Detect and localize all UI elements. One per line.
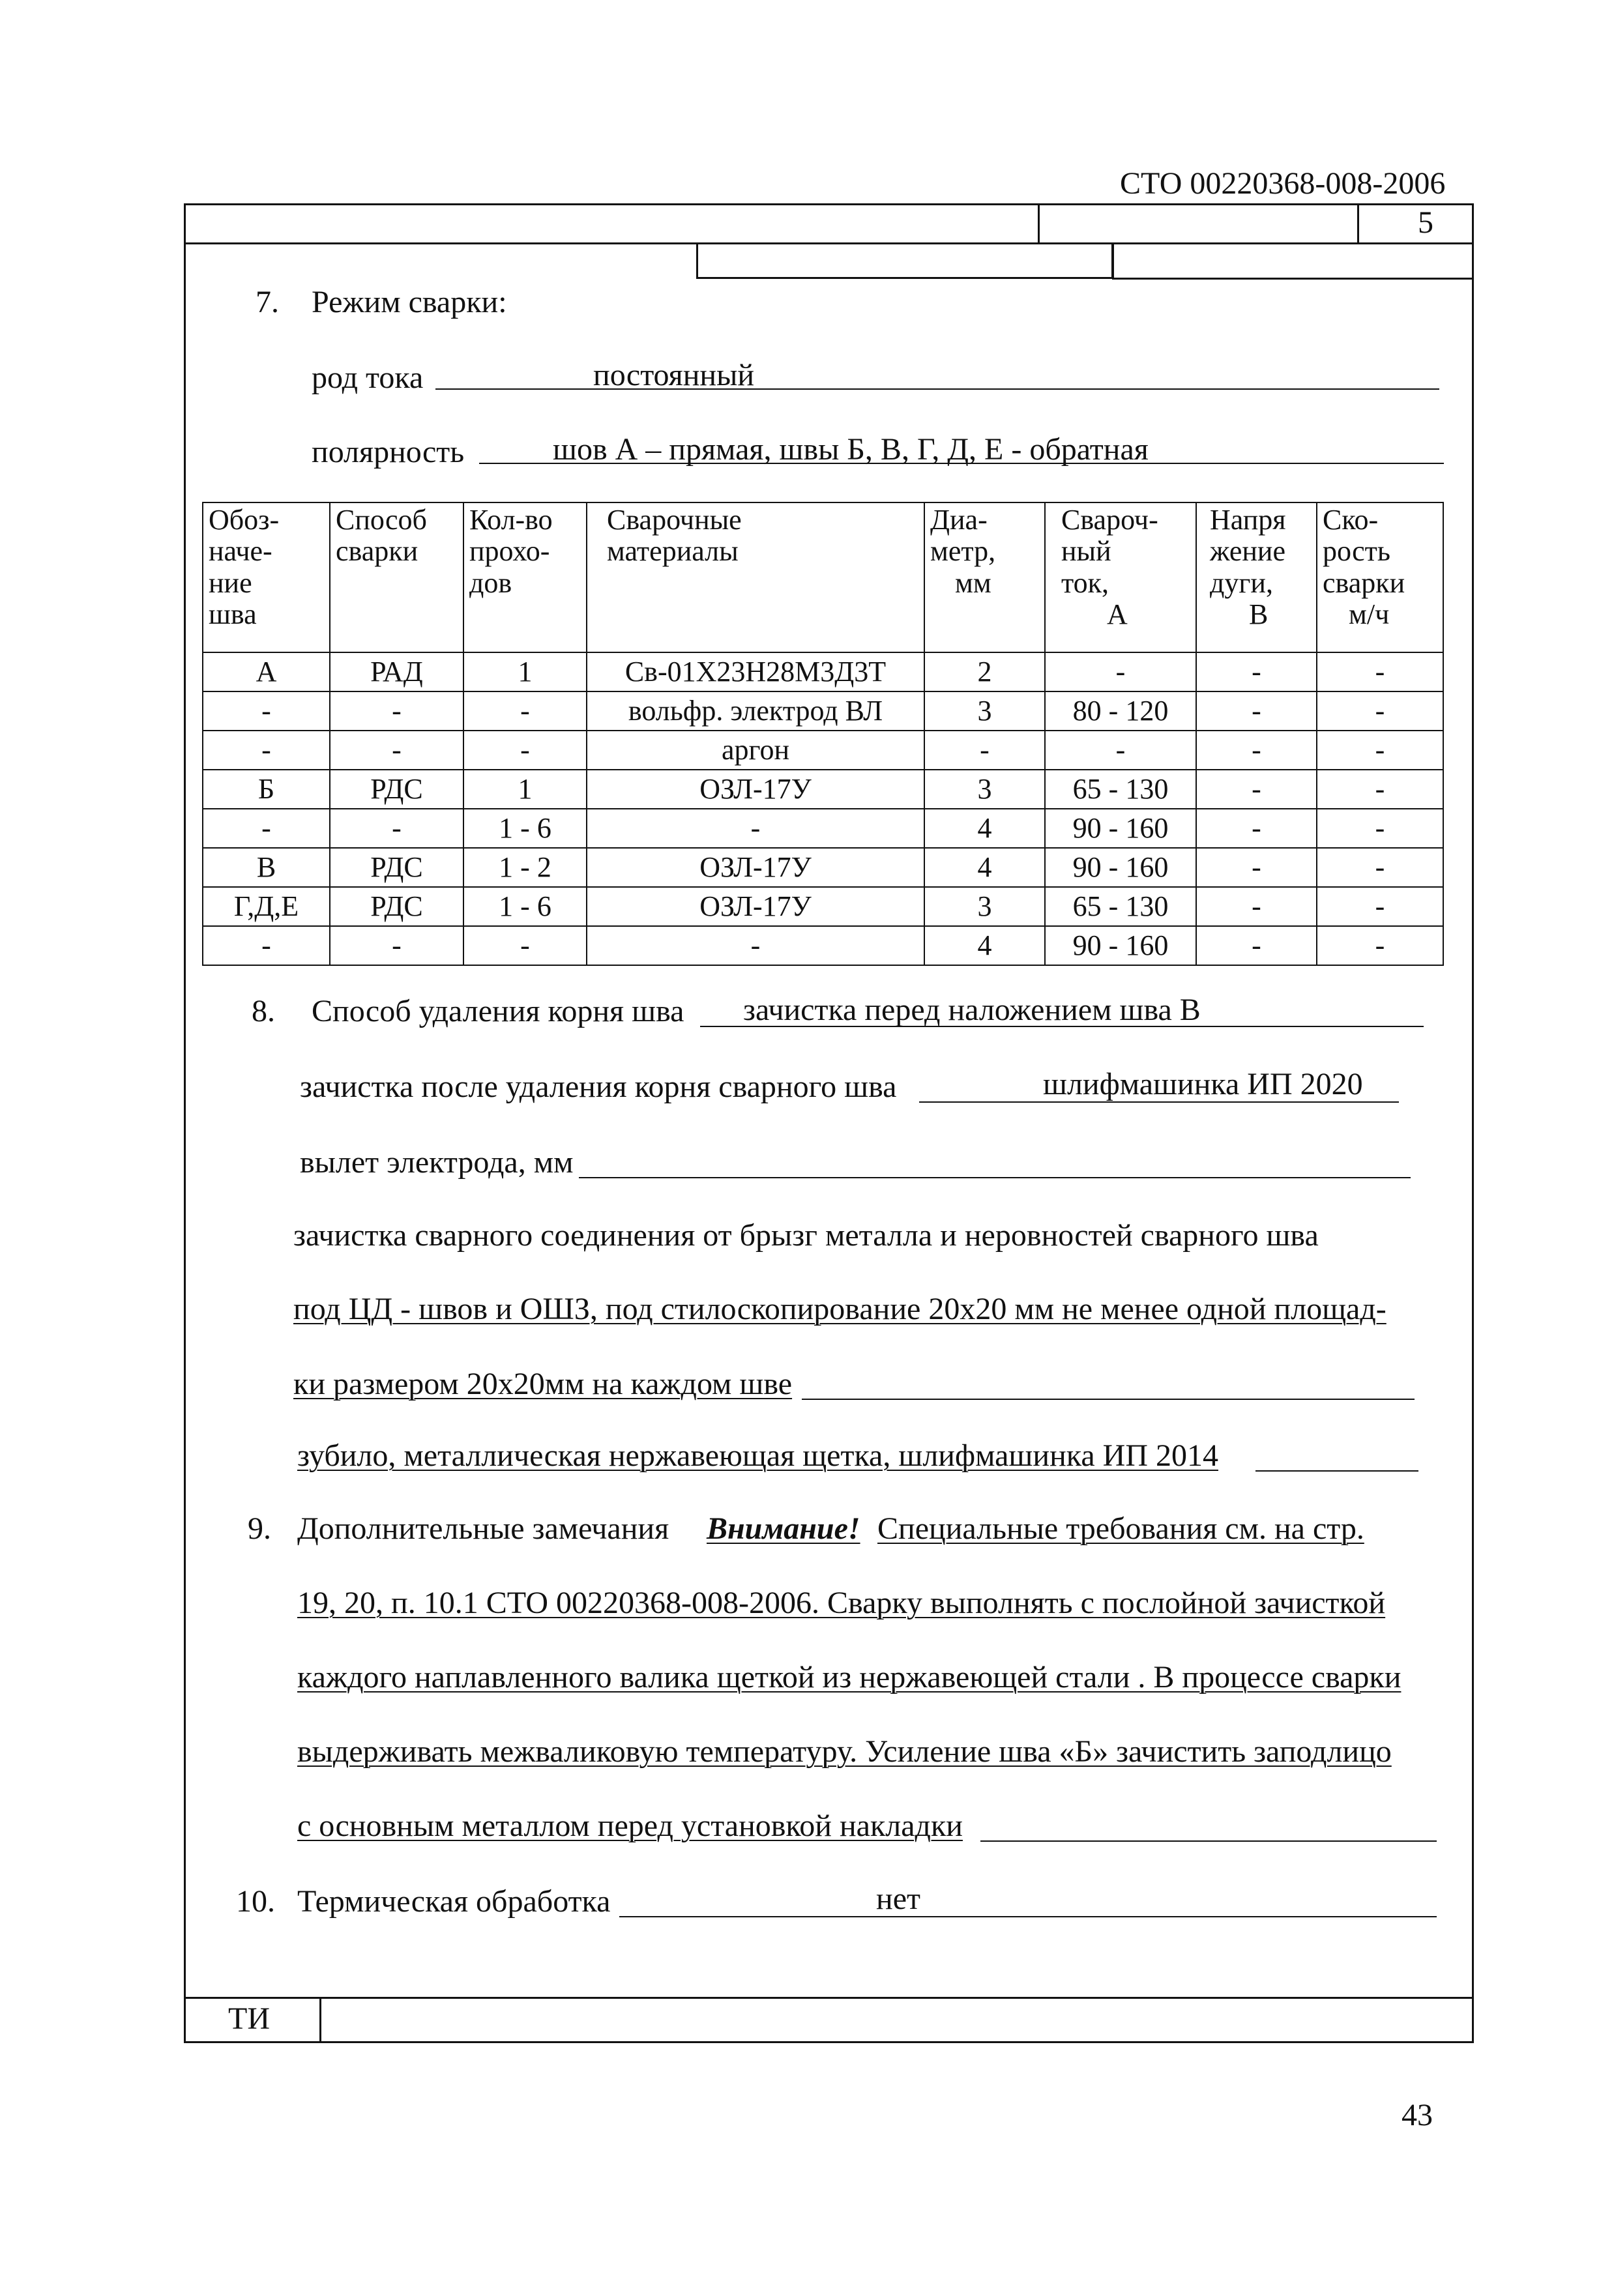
cell-current: 90 - 160 (1045, 848, 1196, 887)
cell-voltage: - (1196, 731, 1317, 770)
header-diameter: Диа- метр, мм (924, 502, 1045, 652)
table-row (203, 652, 1443, 691)
cell-method: РАД (330, 652, 463, 691)
cell-passes: 1 - 6 (463, 809, 587, 848)
remarks-line-3: каждого наплавленного валика щеткой из нержавеющей стали . В процессе сварки (297, 1660, 1401, 1694)
root-removal-label: Способ удаления корня шва (312, 994, 684, 1028)
cell-diameter: 4 (924, 926, 1045, 965)
header-stamp-box (696, 242, 1113, 279)
cell-diameter: - (924, 731, 1045, 770)
spatter-line-2: ки размером 20х20мм на каждом шве (293, 1367, 793, 1401)
cell-current: 65 - 130 (1045, 887, 1196, 926)
cell-voltage: - (1196, 887, 1317, 926)
cell-voltage: - (1196, 926, 1317, 965)
cell-method: РДС (330, 887, 463, 926)
cell-designation: - (203, 809, 330, 848)
current-label: род тока (312, 360, 424, 395)
remarks-label: Дополнительные замечания (297, 1511, 669, 1546)
cell-material: ОЗЛ-17У (587, 887, 924, 926)
cell-method: - (330, 691, 463, 731)
cell-material: - (587, 926, 924, 965)
cell-passes: - (463, 926, 587, 965)
cell-designation: В (203, 848, 330, 887)
table-row (203, 770, 1443, 809)
cell-material: ОЗЛ-17У (587, 770, 924, 809)
remarks-underline (980, 1840, 1437, 1842)
cell-method: РДС (330, 848, 463, 887)
cleaning-value: шлифмашинка ИП 2020 (1043, 1067, 1363, 1101)
spatter-line-1: под ЦД - швов и ОШЗ, под стилоскопирование 20х20 мм не менее одной площад- (293, 1292, 1387, 1326)
cell-passes: - (463, 691, 587, 731)
sheet-number: 5 (1418, 205, 1433, 240)
cell-material: ОЗЛ-17У (587, 848, 924, 887)
cleaning-underline (919, 1101, 1399, 1103)
header-stamp-divider (1112, 242, 1114, 279)
cell-voltage: - (1196, 691, 1317, 731)
cell-voltage: - (1196, 809, 1317, 848)
header-cell-divider (1357, 203, 1359, 242)
polarity-value: шов А – прямая, швы Б, В, Г, Д, Е - обратная (553, 432, 1149, 467)
cell-passes: 1 - 2 (463, 848, 587, 887)
cell-material: - (587, 809, 924, 848)
cell-passes: - (463, 731, 587, 770)
cell-method: - (330, 731, 463, 770)
footer-cell-divider (319, 1997, 321, 2043)
header-passes: Кол-во прохо- дов (463, 502, 587, 652)
cell-current: 80 - 120 (1045, 691, 1196, 731)
header-voltage: Напря жение дуги, В (1196, 502, 1317, 652)
cell-diameter: 3 (924, 887, 1045, 926)
cell-designation: Б (203, 770, 330, 809)
cell-voltage: - (1196, 848, 1317, 887)
table-header-row (203, 502, 1443, 652)
section7-number: 7. (256, 285, 279, 319)
root-removal-value: зачистка перед наложением шва В (743, 993, 1201, 1027)
table-row (203, 926, 1443, 965)
cell-designation: - (203, 926, 330, 965)
welding-table (202, 502, 1444, 966)
cell-diameter: 4 (924, 848, 1045, 887)
header-method: Способ сварки (330, 502, 463, 652)
heat-treatment-value: нет (876, 1882, 920, 1916)
spatter-underline (802, 1399, 1415, 1400)
cell-current: 90 - 160 (1045, 926, 1196, 965)
cell-designation: Г,Д,Е (203, 887, 330, 926)
cleaning-label: зачистка после удаления корня сварного шва (300, 1069, 897, 1104)
tools-line: зубило, металлическая нержавеющая щетка, шлифмашинка ИП 2014 (297, 1438, 1218, 1473)
header-materials: Сварочные материалы (587, 502, 924, 652)
cell-designation: - (203, 731, 330, 770)
cell-diameter: 2 (924, 652, 1045, 691)
header-speed: Ско- рость сварки м/ч (1317, 502, 1443, 652)
cell-diameter: 4 (924, 809, 1045, 848)
cell-speed: - (1317, 926, 1443, 965)
current-value: постоянный (593, 358, 755, 392)
stamp-label: ТИ (228, 2001, 270, 2036)
cell-speed: - (1317, 652, 1443, 691)
header-designation: Обоз- наче- ние шва (203, 502, 330, 652)
tools-underline (1255, 1470, 1418, 1472)
cell-speed: - (1317, 770, 1443, 809)
heat-treatment-label: Термическая обработка (297, 1884, 611, 1919)
electrode-underline (579, 1177, 1411, 1178)
section7-title: Режим сварки: (312, 285, 507, 319)
remarks-line-2: 19, 20, п. 10.1 СТО 00220368-008-2006. Сварку выполнять с послойной зачисткой (297, 1586, 1386, 1620)
cell-passes: 1 (463, 770, 587, 809)
cell-voltage: - (1196, 770, 1317, 809)
cell-speed: - (1317, 848, 1443, 887)
cell-diameter: 3 (924, 770, 1045, 809)
cell-speed: - (1317, 731, 1443, 770)
table-row (203, 848, 1443, 887)
header-current: Свароч- ный ток, А (1045, 502, 1196, 652)
spatter-label: зачистка сварного соединения от брызг металла и неровностей сварного шва (293, 1218, 1319, 1253)
cell-material: вольфр. электрод ВЛ (587, 691, 924, 731)
cell-current: - (1045, 731, 1196, 770)
table-row (203, 691, 1443, 731)
header-cell-divider (1038, 203, 1040, 242)
electrode-label: вылет электрода, мм (300, 1145, 574, 1180)
cell-diameter: 3 (924, 691, 1045, 731)
cell-material: аргон (587, 731, 924, 770)
remarks-line-5: с основным металлом перед установкой накладки (297, 1809, 963, 1843)
attention-label: Внимание! (707, 1511, 860, 1546)
cell-voltage: - (1196, 652, 1317, 691)
remarks-line-4: выдерживать межваликовую температуру. Усиление шва «Б» зачистить заподлицо (297, 1734, 1392, 1769)
cell-current: 65 - 130 (1045, 770, 1196, 809)
cell-passes: 1 - 6 (463, 887, 587, 926)
page-number: 43 (1401, 2098, 1433, 2132)
cell-material: Св-01Х23Н28М3Д3Т (587, 652, 924, 691)
section8-number: 8. (252, 994, 275, 1028)
cell-method: - (330, 809, 463, 848)
header-stamp-line (1112, 278, 1474, 280)
remarks-line-1: Специальные требования см. на стр. (877, 1511, 1364, 1546)
cell-designation: - (203, 691, 330, 731)
table-row (203, 809, 1443, 848)
cell-speed: - (1317, 691, 1443, 731)
cell-designation: А (203, 652, 330, 691)
table-row (203, 731, 1443, 770)
current-underline (435, 388, 1439, 390)
cell-current: - (1045, 652, 1196, 691)
heat-treatment-underline (619, 1916, 1437, 1917)
section10-number: 10. (236, 1884, 275, 1919)
footer-divider (184, 1997, 1474, 1999)
cell-passes: 1 (463, 652, 587, 691)
polarity-label: полярность (312, 435, 465, 469)
table-row (203, 887, 1443, 926)
cell-current: 90 - 160 (1045, 809, 1196, 848)
cell-method: - (330, 926, 463, 965)
section9-number: 9. (248, 1511, 271, 1546)
cell-speed: - (1317, 887, 1443, 926)
cell-speed: - (1317, 809, 1443, 848)
document-code: СТО 00220368-008-2006 (1120, 166, 1446, 201)
cell-method: РДС (330, 770, 463, 809)
